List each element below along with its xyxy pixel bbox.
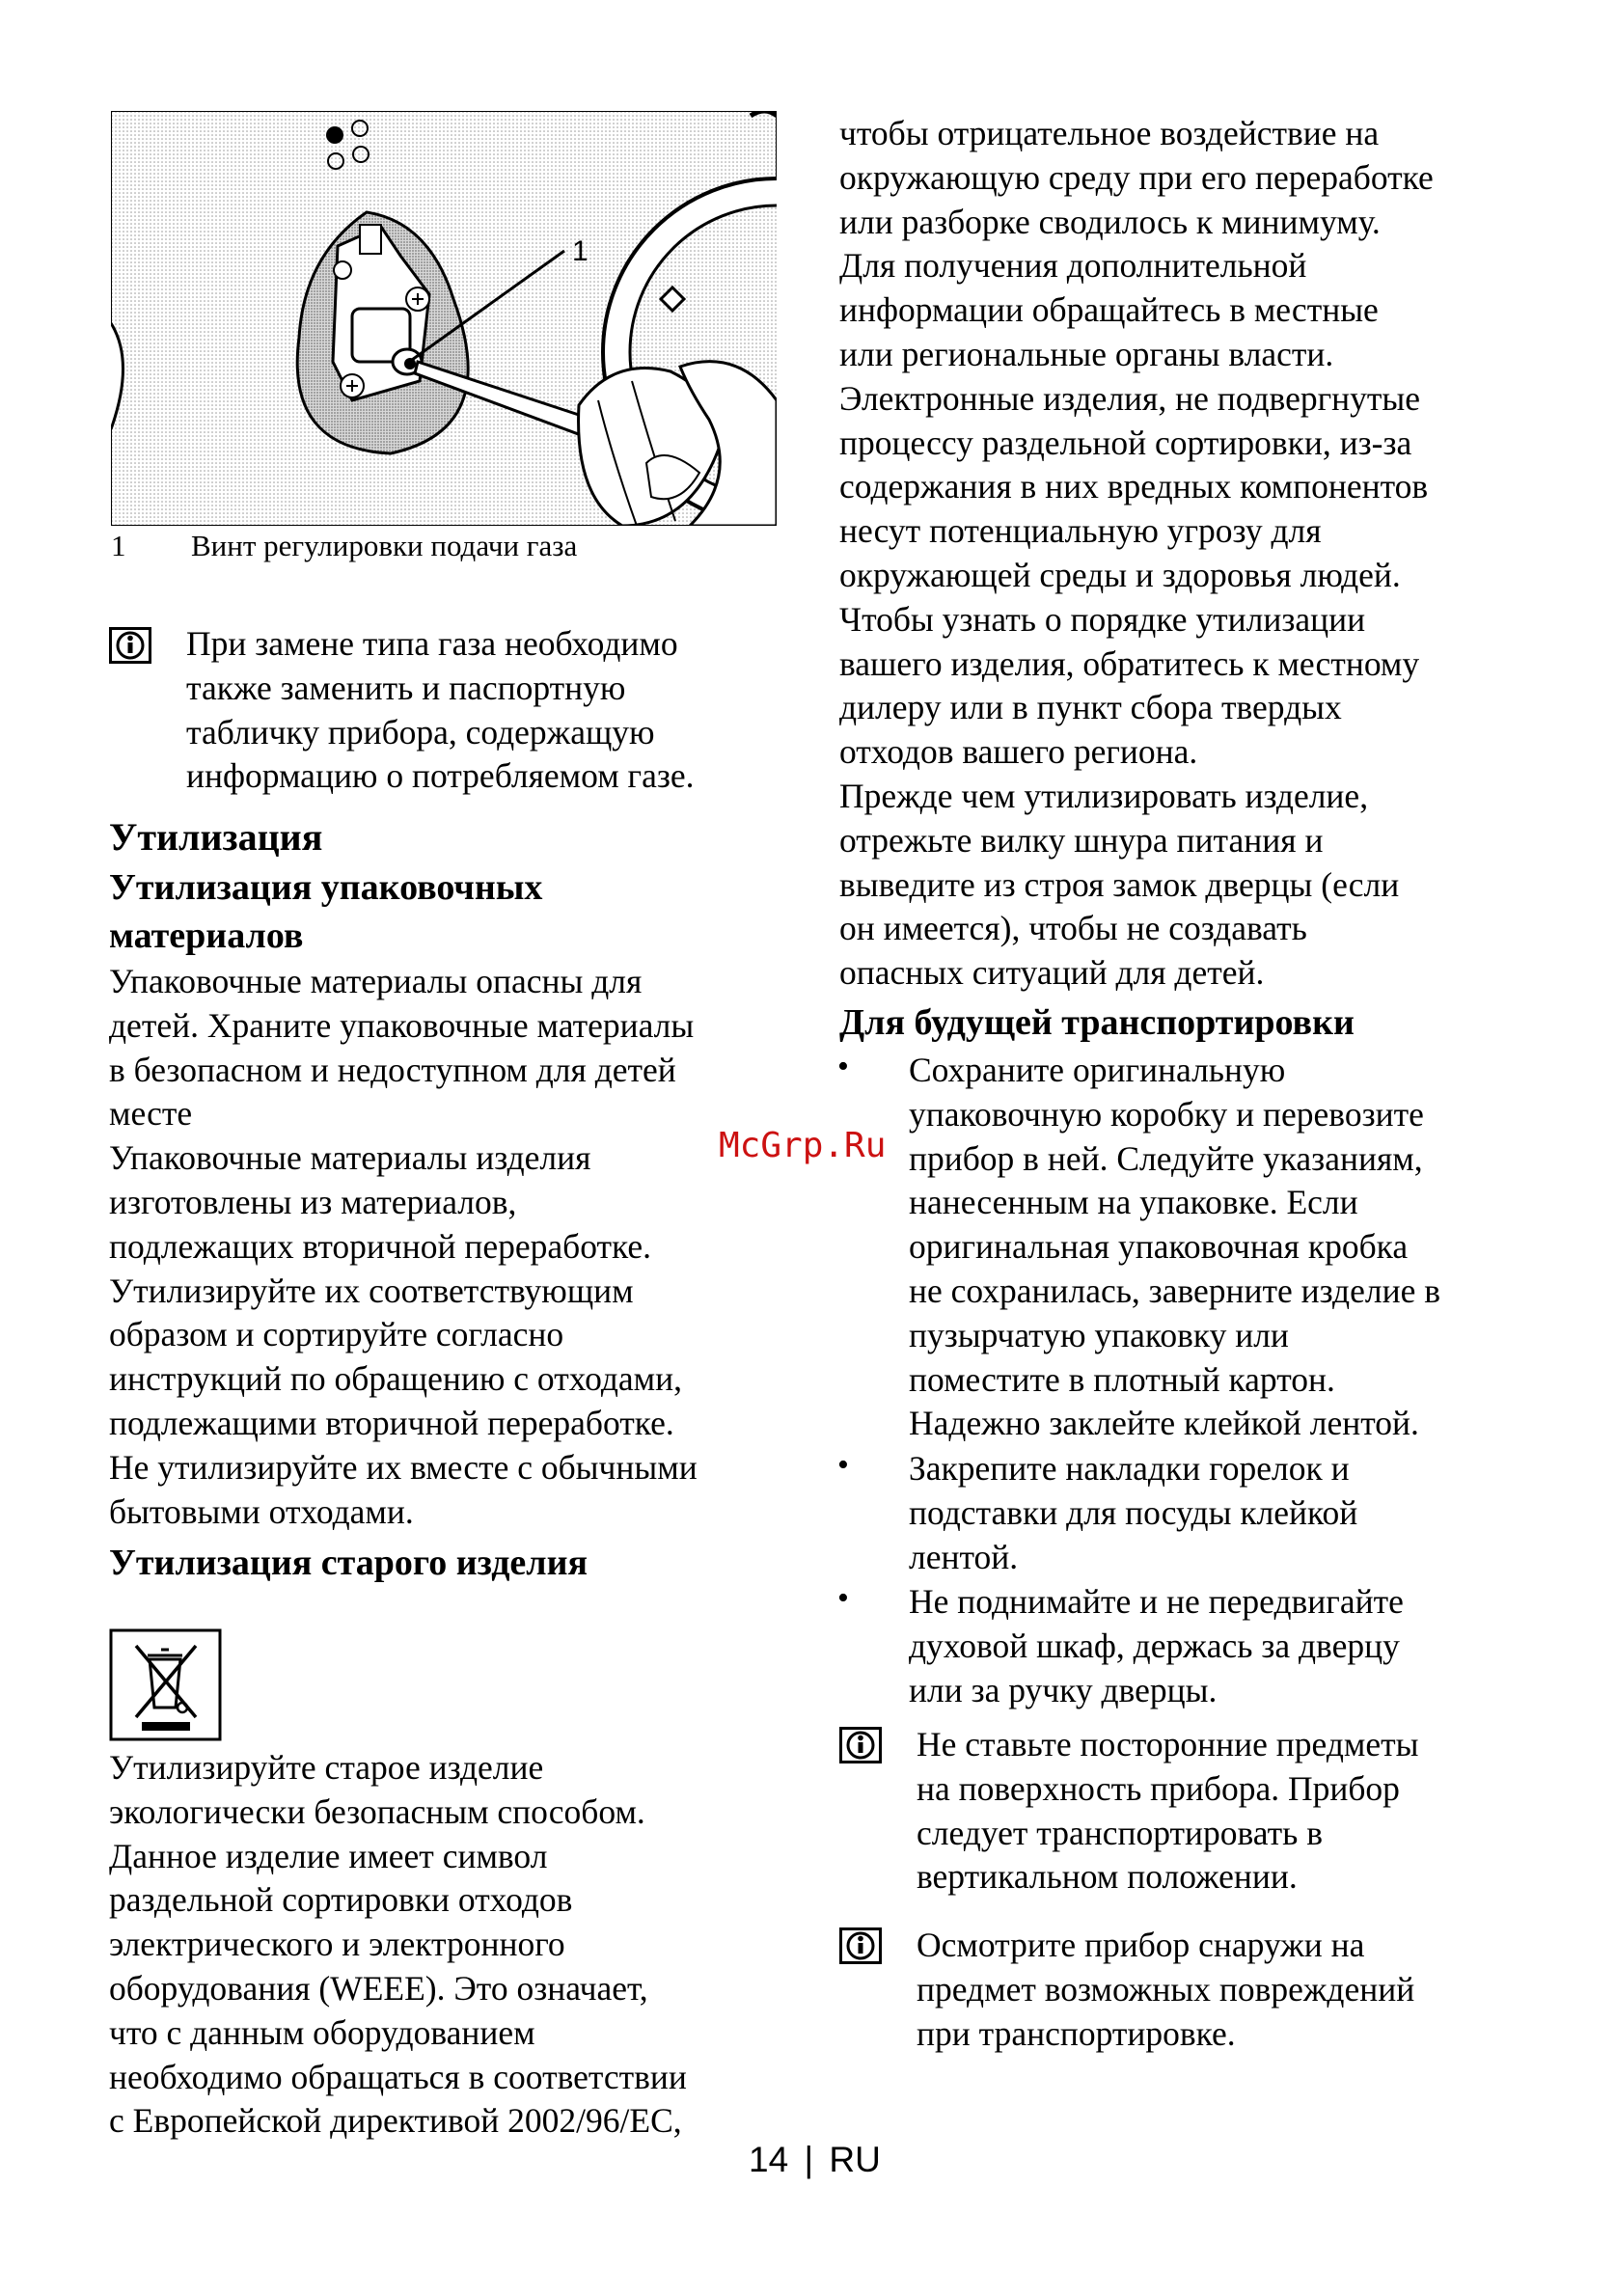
text-line: процессу раздельной сортировки, из-за <box>839 423 1412 462</box>
text-line: оборудования (WEEE). Это означает, <box>109 1968 648 2008</box>
heading-packaging-line: материалов <box>109 916 304 956</box>
callout-number: 1 <box>572 235 589 267</box>
text-line: Утилизируйте их соответствующим <box>109 1271 634 1310</box>
text-line: отрежьте вилку шнура питания и <box>839 820 1324 860</box>
text-line: Упаковочные материалы изделия <box>109 1138 591 1178</box>
text-line: раздельной сортировки отходов <box>109 1880 573 1920</box>
gas-valve-figure <box>111 111 777 526</box>
text-line: опасных ситуаций для детей. <box>839 953 1265 993</box>
text-line: дилеру или в пункт сбора твердых <box>839 688 1342 727</box>
info-icon <box>109 627 151 664</box>
text-line: пузырчатую упаковку или <box>909 1315 1289 1354</box>
packaging-text <box>109 960 698 1534</box>
text-line: образом и сортируйте согласно <box>109 1315 564 1354</box>
text-line: необходимо обращаться в соответствии <box>109 2057 687 2096</box>
text-line: месте <box>109 1094 193 1134</box>
note-gas-change <box>186 622 695 799</box>
note-line: При замене типа газа необходимо <box>186 624 678 663</box>
text-line: детей. Храните упаковочные материалы <box>109 1005 695 1045</box>
bullet-marker: • <box>837 1580 849 1616</box>
text-line: он имеется), чтобы не создавать <box>839 909 1307 948</box>
text-line: духовой шкаф, держась за дверцу <box>909 1626 1400 1665</box>
text-line: или за ручку дверцы. <box>909 1670 1218 1709</box>
text-line: Данное изделие имеет символ <box>109 1836 548 1875</box>
disposal-continued-text <box>839 112 1434 996</box>
text-line: Не поднимайте и не передвигайте <box>909 1582 1404 1621</box>
text-line: Прежде чем утилизировать изделие, <box>839 776 1369 815</box>
watermark: McGrp.Ru <box>719 1126 887 1165</box>
text-line: инструкций по обращению с отходами, <box>109 1359 682 1399</box>
bullet-item <box>909 1580 1404 1712</box>
figure-caption-text: Винт регулировки подачи газа <box>191 529 578 562</box>
note-placement <box>917 1723 1418 1900</box>
text-line: Закрепите накладки горелок и <box>909 1449 1350 1488</box>
text-line: информации обращайтесь в местные <box>839 290 1379 330</box>
note-line: следует транспортировать в <box>917 1813 1323 1852</box>
note-line: Не ставьте посторонние предметы <box>917 1725 1419 1763</box>
text-line: Надежно заклейте клейкой лентой. <box>909 1404 1419 1443</box>
text-line: содержания в них вредных компонентов <box>839 467 1429 506</box>
heading-transport: Для будущей транспортировки <box>839 1002 1355 1043</box>
text-line: нанесенным на упаковке. Если <box>909 1183 1358 1222</box>
text-line: Утилизируйте старое изделие <box>109 1748 544 1787</box>
old-product-text <box>109 1746 687 2144</box>
bullet-marker: • <box>837 1447 849 1483</box>
note-line: табличку прибора, содержащую <box>186 712 655 752</box>
weee-bin-icon <box>109 1628 222 1741</box>
text-line: отходов вашего региона. <box>839 732 1198 772</box>
text-line: с Европейской директивой 2002/96/EC, <box>109 2101 682 2141</box>
note-line: предмет возможных повреждений <box>917 1969 1415 2009</box>
heading-old-product: Утилизация старого изделия <box>109 1543 589 1583</box>
text-line: прибор в ней. Следуйте указаниям, <box>909 1138 1423 1178</box>
note-line: при транспортировке. <box>917 2013 1236 2053</box>
text-line: экологически безопасным способом. <box>109 1791 645 1831</box>
text-line: изготовлены из материалов, <box>109 1182 517 1221</box>
text-line: чтобы отрицательное воздействие на <box>839 114 1380 152</box>
note-line: информацию о потребляемом газе. <box>186 756 695 796</box>
heading-packaging <box>109 863 542 960</box>
bullet-item <box>909 1447 1357 1579</box>
text-line: Не утилизируйте их вместе с обычными <box>109 1447 698 1487</box>
note-line: также заменить и паспортную <box>186 668 626 707</box>
text-line: подлежащих вторичной переработке. <box>109 1226 652 1266</box>
text-line: выведите из строя замок дверцы (если <box>839 864 1400 904</box>
text-line: в безопасном и недоступном для детей <box>109 1050 676 1089</box>
page-number: 14 <box>749 2140 789 2179</box>
gas-valve-illustration <box>111 111 777 526</box>
text-line: поместите в плотный картон. <box>909 1359 1335 1399</box>
bullet-item <box>909 1049 1440 1446</box>
bullet-marker: • <box>837 1049 849 1084</box>
page-language: RU <box>829 2140 881 2179</box>
page-footer <box>749 2140 881 2180</box>
note-line: Осмотрите прибор снаружи на <box>917 1926 1365 1964</box>
page-separator: | <box>804 2140 814 2179</box>
text-line: не сохранилась, заверните изделие в <box>909 1271 1440 1310</box>
text-line: или разборке сводилось к минимуму. <box>839 202 1381 241</box>
text-line: электрического и электронного <box>109 1925 565 1964</box>
text-line: подлежащими вторичной переработке. <box>109 1403 674 1442</box>
text-line: Сохраните оригинальную <box>909 1051 1286 1089</box>
text-line: окружающую среду при его переработке <box>839 157 1434 197</box>
text-line: подставки для посуды клейкой <box>909 1492 1358 1532</box>
heading-disposal: Утилизация <box>109 815 323 859</box>
info-icon <box>839 1727 882 1763</box>
text-line: вашего изделия, обратитесь к местному <box>839 643 1420 683</box>
info-icon <box>839 1927 882 1964</box>
text-line: упаковочную коробку и перевозите <box>909 1094 1424 1134</box>
text-line: Упаковочные материалы опасны для <box>109 962 643 1000</box>
figure-caption-number: 1 <box>111 529 126 562</box>
heading-packaging-line: Утилизация упаковочных <box>109 867 543 908</box>
text-line: Для получения дополнительной <box>839 246 1307 286</box>
note-inspect <box>917 1924 1414 2056</box>
text-line: Чтобы узнать о порядке утилизации <box>839 599 1366 639</box>
text-line: окружающей среды и здоровья людей. <box>839 555 1401 594</box>
text-line: или региональные органы власти. <box>839 334 1334 373</box>
text-line: Электронные изделия, не подвергнутые <box>839 378 1421 418</box>
note-line: вертикальном положении. <box>917 1857 1298 1897</box>
text-line: бытовыми отходами. <box>109 1491 414 1531</box>
text-line: несут потенциальную угрозу для <box>839 511 1322 551</box>
text-line: оригинальная упаковочная кробка <box>909 1227 1409 1267</box>
note-line: на поверхность прибора. Прибор <box>917 1768 1400 1808</box>
text-line: что с данным оборудованием <box>109 2012 535 2052</box>
text-line: лентой. <box>909 1537 1019 1576</box>
